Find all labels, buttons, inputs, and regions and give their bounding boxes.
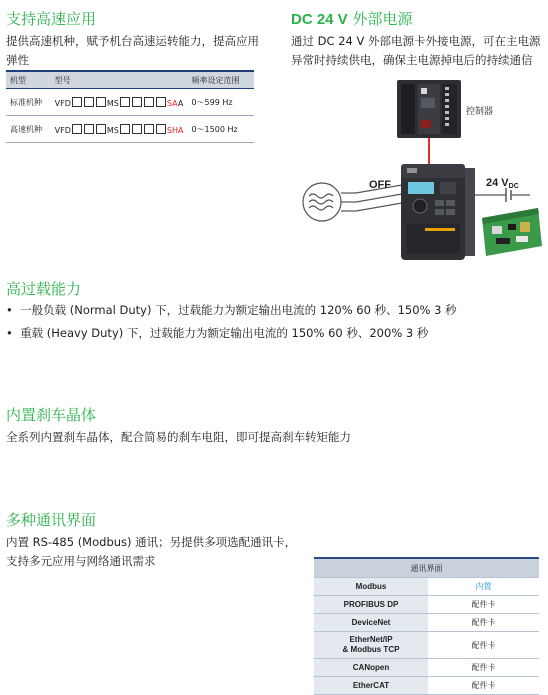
list-item: • 一般负载 (Normal Duty) 下，过载能力为额定输出电流的 120% 60 秒、150% 3 秒 <box>6 303 457 317</box>
model-suffix-end: A <box>177 98 184 108</box>
ac-drive-device <box>401 164 475 260</box>
model-mid: MS <box>106 125 119 135</box>
comm-description-line1: 内置 RS-485 (Modbus) 通讯；另提供多项选配通讯卡， <box>6 535 297 549</box>
model-suffix-highlight: SA <box>166 98 178 108</box>
ac-power-icon <box>303 183 341 221</box>
header-frequency-range: 频率设定范围 <box>187 71 254 89</box>
placeholder-box <box>72 124 82 134</box>
overload-section-title: 高过载能力 <box>6 280 82 298</box>
header-model-number: 型号 <box>51 71 188 89</box>
controller-device <box>397 80 461 138</box>
brake-description: 全系列内置刹车晶体，配合简易的刹车电阻，即可提高刹车转矩能力 <box>6 430 351 444</box>
placeholder-box <box>156 97 166 107</box>
comm-value: 配件卡 <box>428 677 539 695</box>
placeholder-box <box>144 97 154 107</box>
comm-name: DeviceNet <box>314 614 428 632</box>
dc24-section-title <box>291 8 412 29</box>
row-model-number <box>51 89 188 116</box>
dc24-title-rest: 外部电源 <box>347 10 413 28</box>
comm-section-title: 多种通讯界面 <box>6 511 97 529</box>
placeholder-box <box>96 97 106 107</box>
controller-label: 控制器 <box>466 107 494 117</box>
placeholder-box <box>120 97 130 107</box>
speed-section-title: 支持高速应用 <box>6 10 97 28</box>
comm-value: 配件卡 <box>428 614 539 632</box>
dc24-diagram <box>290 76 545 266</box>
table-row <box>314 659 539 677</box>
dc24-title-bold: DC 24 V <box>291 11 348 28</box>
off-label: OFF <box>369 179 391 191</box>
table-row <box>314 677 539 695</box>
comm-name: Modbus <box>314 578 428 596</box>
table-row <box>314 578 539 596</box>
placeholder-box <box>156 124 166 134</box>
placeholder-box <box>84 124 94 134</box>
row-model-type: 高速机种 <box>6 116 51 143</box>
placeholder-box <box>96 124 106 134</box>
speed-table-header <box>6 71 254 89</box>
model-mid: MS <box>106 98 119 108</box>
placeholder-box <box>144 124 154 134</box>
row-frequency-range: 0～1500 Hz <box>187 116 254 143</box>
comm-name: EtherNet/IP & Modbus TCP <box>314 632 428 659</box>
placeholder-box <box>132 97 142 107</box>
comm-value: 内置 <box>428 578 539 596</box>
header-model-type: 机型 <box>6 71 51 89</box>
model-suffix-highlight: SHA <box>166 125 184 135</box>
row-frequency-range: 0～599 Hz <box>187 89 254 116</box>
dc24-description: 通过 DC 24 V 外部电源卡外接电源，可在主电源异常时持续供电，确保主电源掉电后的持续通信 <box>291 34 541 67</box>
speed-description: 提供高速机种，赋予机台高速运转能力，提高应用弹性 <box>6 34 259 67</box>
comm-value: 配件卡 <box>428 632 539 659</box>
placeholder-box <box>132 124 142 134</box>
comm-name: EtherCAT <box>314 677 428 695</box>
comm-table-header: 通讯界面 <box>314 558 539 578</box>
voltage-label: 24 VDC <box>486 177 519 190</box>
placeholder-box <box>72 97 82 107</box>
table-row <box>314 614 539 632</box>
dc24-power-link <box>475 188 530 202</box>
table-row <box>6 89 254 116</box>
placeholder-box <box>84 97 94 107</box>
brake-section-title: 内置刹车晶体 <box>6 406 97 424</box>
model-prefix: VFD <box>54 125 71 135</box>
list-item: • 重载 (Heavy Duty) 下，过载能力为额定输出电流的 150% 60 秒、200% 3 秒 <box>6 326 429 340</box>
comm-value: 配件卡 <box>428 596 539 614</box>
row-model-type: 标准机种 <box>6 89 51 116</box>
speed-table <box>6 70 254 143</box>
table-row <box>314 596 539 614</box>
table-row <box>6 116 254 143</box>
comm-name: PROFIBUS DP <box>314 596 428 614</box>
placeholder-box <box>120 124 130 134</box>
comm-name: CANopen <box>314 659 428 677</box>
comm-description-line2: 支持多元应用与网络通讯需求 <box>6 554 156 568</box>
bullet-icon: • <box>6 326 13 340</box>
model-prefix: VFD <box>54 98 71 108</box>
comm-value: 配件卡 <box>428 659 539 677</box>
power-card-image <box>482 208 542 256</box>
bullet-icon: • <box>6 303 13 317</box>
table-row <box>314 632 539 659</box>
comm-table <box>314 557 539 695</box>
row-model-number <box>51 116 188 143</box>
